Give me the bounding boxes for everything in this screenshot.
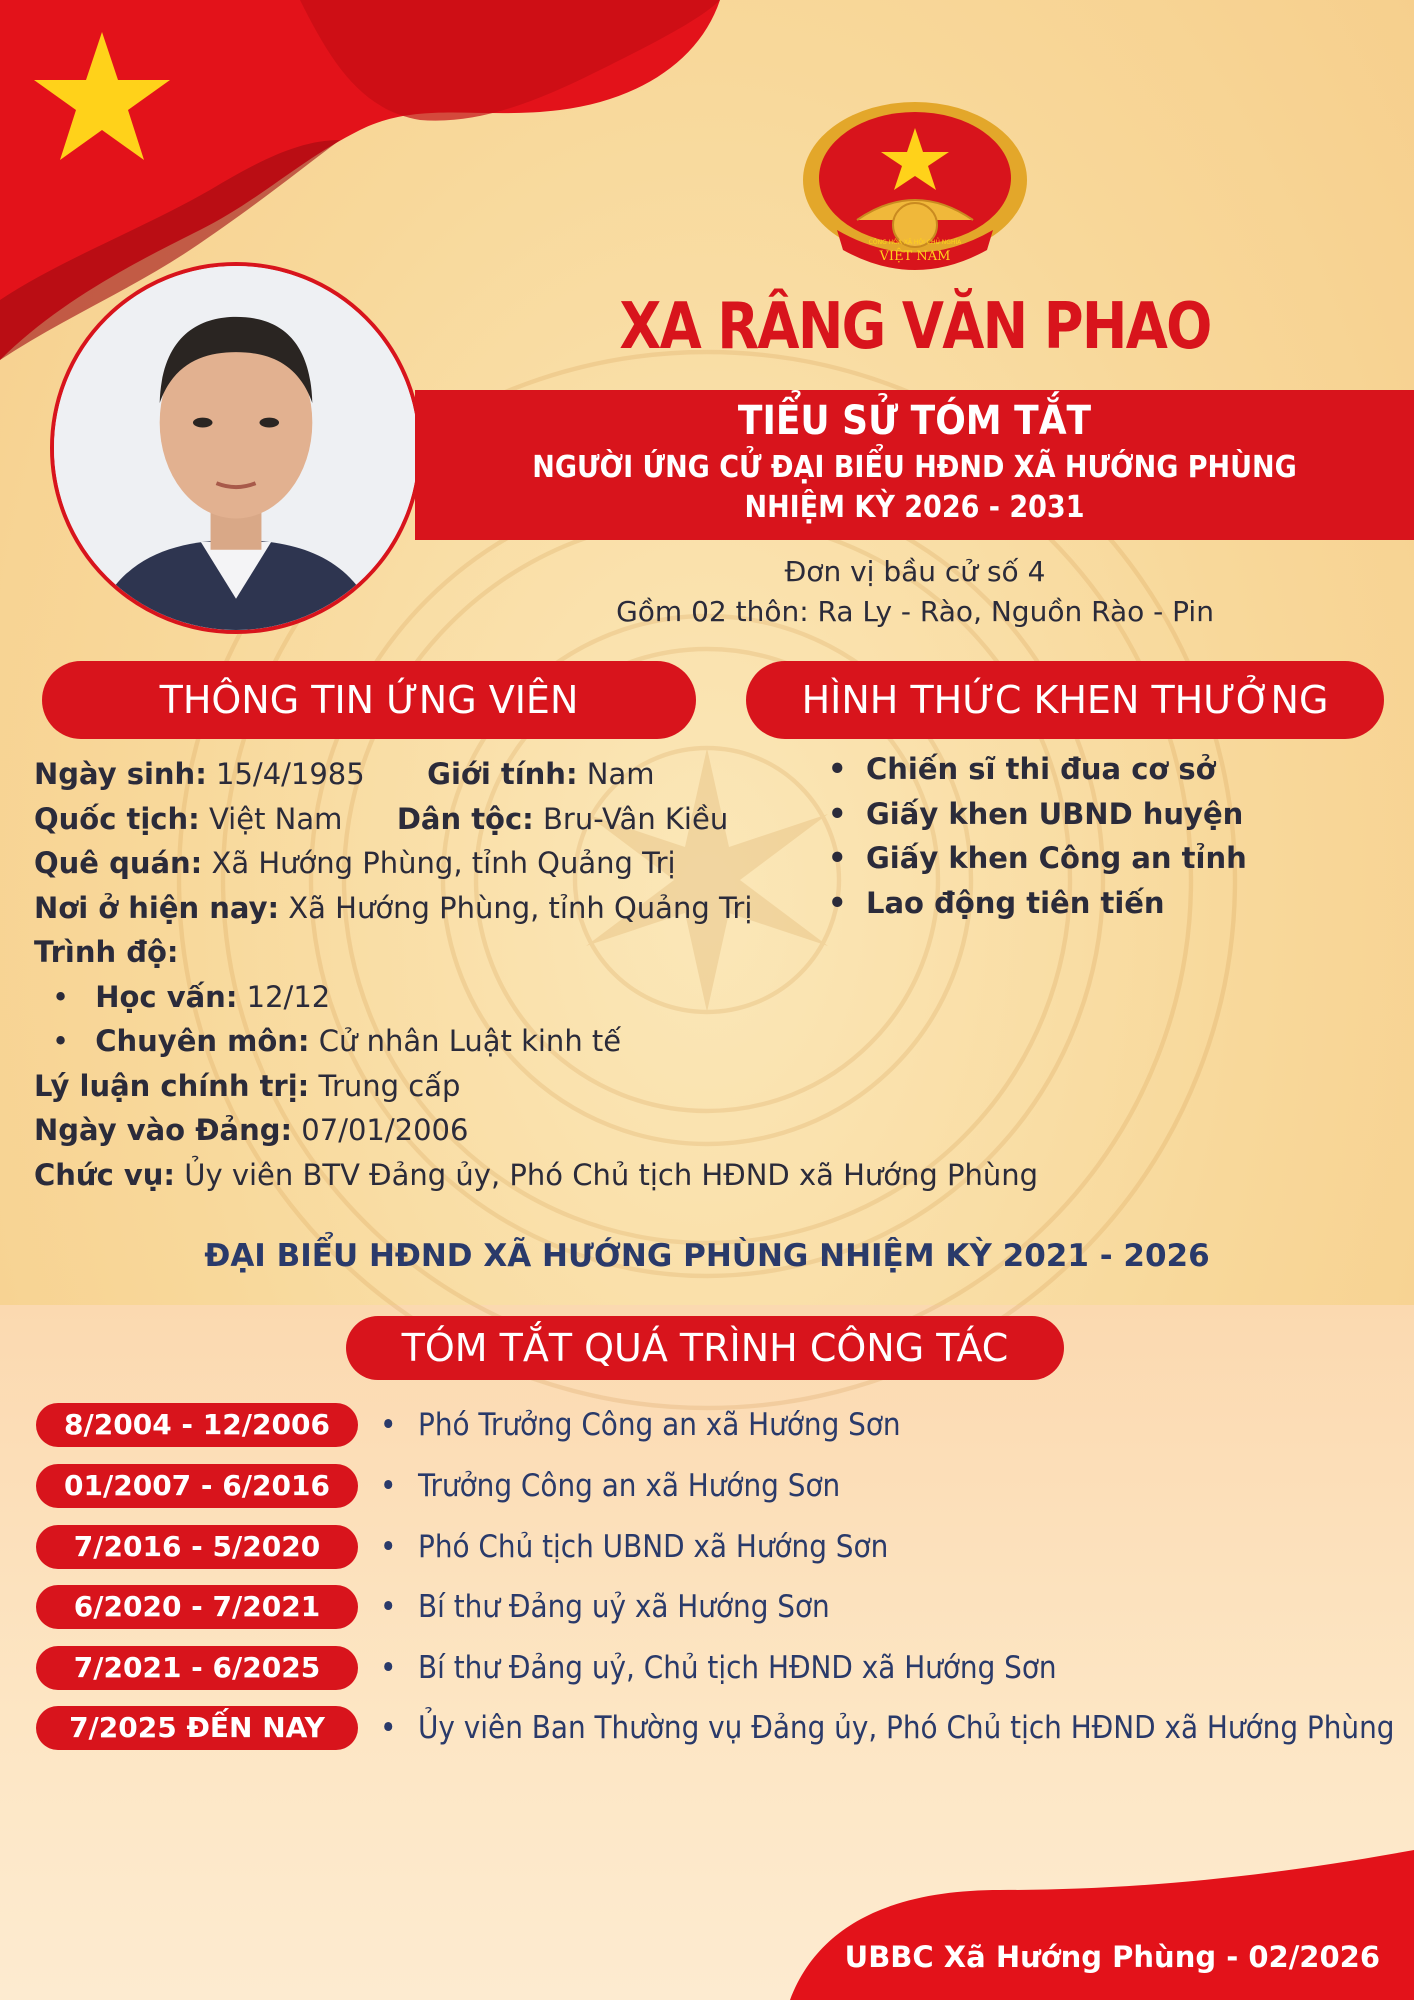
banner-term: NHIỆM KỲ 2026 - 2031 xyxy=(744,490,1085,525)
candidate-name: XA RÂNG VĂN PHAO xyxy=(619,290,1211,364)
info-row-nationality: Quốc tịch: Việt Nam Dân tộc: Bru-Vân Kiều xyxy=(34,801,729,836)
info-row-major: • Chuyên môn: Cử nhân Luật kinh tế xyxy=(34,1019,1154,1064)
emblem-text-bottom: VIỆT NAM xyxy=(879,249,951,264)
info-row-dob: Ngày sinh: 15/4/1985 Giới tính: Nam xyxy=(34,757,655,791)
award-item: • Lao động tiên tiến xyxy=(828,881,1247,926)
award-item: • Giấy khen Công an tỉnh xyxy=(828,836,1247,881)
work-role: • Phó Trưởng Công an xã Hướng Sơn xyxy=(380,1403,901,1447)
banner-subtitle: NGƯỜI ỨNG CỬ ĐẠI BIỂU HĐND XÃ HƯỚNG PHÙNG xyxy=(532,450,1297,485)
info-row-education: Trình độ: xyxy=(34,935,179,969)
banner-title: TIỂU SỬ TÓM TẮT xyxy=(737,398,1092,444)
title-banner xyxy=(415,390,1414,540)
info-row-position: Chức vụ: Ủy viên BTV Đảng ủy, Phó Chủ tịch HĐND xã Hướng Phùng xyxy=(34,1157,1039,1192)
awards-list xyxy=(828,747,1247,925)
work-period: 6/2020 - 7/2021 xyxy=(36,1585,358,1629)
work-period: 7/2016 - 5/2020 xyxy=(36,1525,358,1569)
work-history-heading: TÓM TẮT QUÁ TRÌNH CÔNG TÁC xyxy=(346,1316,1064,1380)
work-role: • Bí thư Đảng uỷ xã Hướng Sơn xyxy=(380,1585,830,1629)
candidate-photo xyxy=(50,262,422,634)
info-row-hometown: Quê quán: Xã Hướng Phùng, tỉnh Quảng Trị xyxy=(34,846,676,880)
info-row-politics: Lý luận chính trị: Trung cấp xyxy=(34,1068,461,1103)
work-role: • Ủy viên Ban Thường vụ Đảng ủy, Phó Chủ tịch HĐND xã Hướng Phùng xyxy=(380,1706,1394,1750)
footer-credit: UBBC Xã Hướng Phùng - 02/2026 xyxy=(844,1940,1380,1974)
work-period: 01/2007 - 6/2016 xyxy=(36,1464,358,1508)
candidate-info-heading: THÔNG TIN ỨNG VIÊN xyxy=(42,661,696,739)
work-role: • Bí thư Đảng uỷ, Chủ tịch HĐND xã Hướng Sơn xyxy=(380,1646,1057,1690)
electoral-unit: Đơn vị bầu cử số 4 xyxy=(784,555,1046,588)
national-emblem xyxy=(797,100,1033,280)
award-item: • Giấy khen UBND huyện xyxy=(828,792,1247,837)
electoral-villages: Gồm 02 thôn: Ra Ly - Rào, Nguồn Rào - Pin xyxy=(616,595,1214,628)
previous-term-note: ĐẠI BIỂU HĐND XÃ HƯỚNG PHÙNG NHIỆM KỲ 2021 - 2026 xyxy=(204,1238,1210,1274)
award-item: • Chiến sĩ thi đua cơ sở xyxy=(828,747,1247,792)
work-period: 8/2004 - 12/2006 xyxy=(36,1403,358,1447)
awards-heading: HÌNH THỨC KHEN THƯỞNG xyxy=(746,661,1384,739)
info-row-general-education: • Học vấn: 12/12 xyxy=(34,975,1154,1020)
work-period: 7/2021 - 6/2025 xyxy=(36,1646,358,1690)
info-row-residence: Nơi ở hiện nay: Xã Hướng Phùng, tỉnh Quảng Trị xyxy=(34,890,753,925)
work-role: • Phó Chủ tịch UBND xã Hướng Sơn xyxy=(380,1525,888,1569)
work-role: • Trưởng Công an xã Hướng Sơn xyxy=(380,1464,840,1508)
info-row-party-date: Ngày vào Đảng: 07/01/2006 xyxy=(34,1113,469,1147)
footer-wave xyxy=(0,1850,1414,2000)
work-period: 7/2025 ĐẾN NAY xyxy=(36,1706,358,1750)
emblem-text-top: CỘNG HÒA XÃ HỘI CHỦ NGHĨA xyxy=(868,239,962,246)
